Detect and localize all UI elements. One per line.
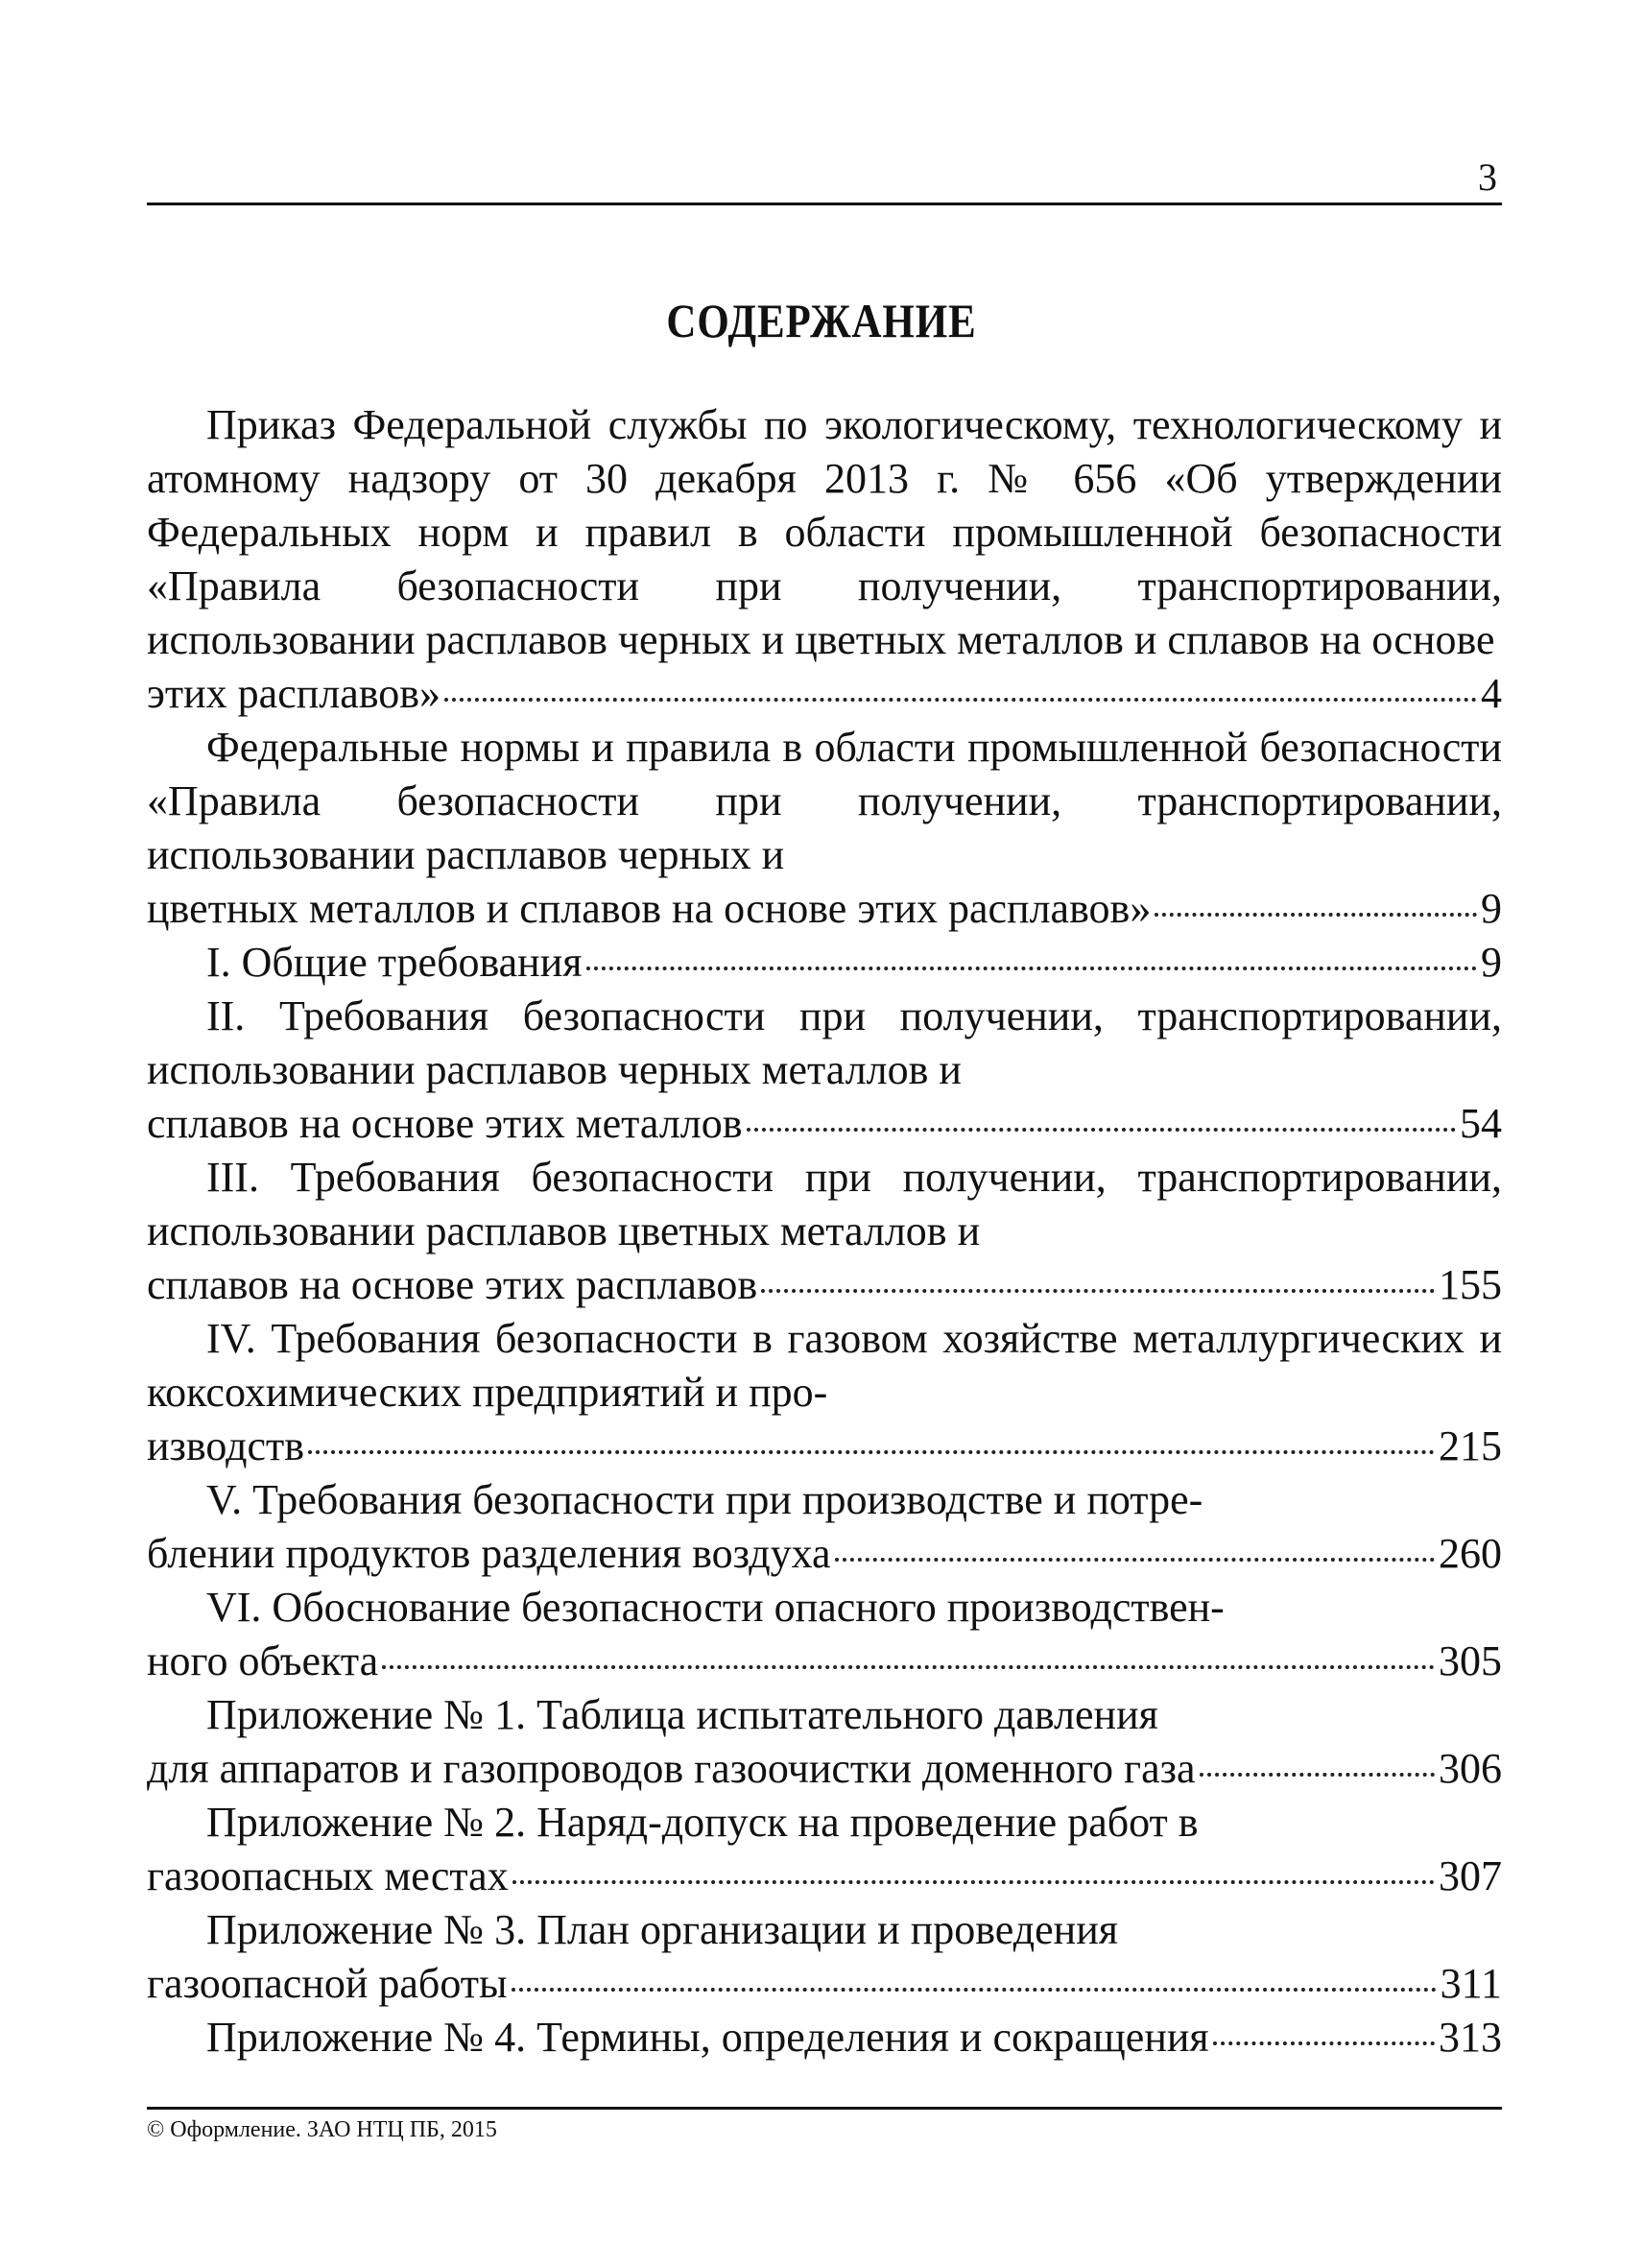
toc-entry-section-6[interactable] [147, 1581, 1502, 1688]
table-of-contents [147, 398, 1502, 2065]
page-number: 3 [1478, 155, 1497, 199]
dot-leader [586, 967, 1477, 970]
toc-entry-text: II. Требования безопасности при получении, транспортировании, использовании расплавов черных металлов и [147, 992, 1502, 1093]
toc-entry-text: IV. Требования безопасности в газовом хозяйстве металлургических и коксохимических предприятий и про- [147, 1315, 1502, 1416]
toc-entry-page: 306 [1439, 1745, 1502, 1792]
toc-entry-last-line: изводств [147, 1422, 305, 1469]
toc-entry-appendix-3[interactable] [147, 1903, 1502, 2011]
dot-leader [761, 1289, 1435, 1293]
dot-leader [1200, 1773, 1435, 1777]
toc-entry-last-line: блении продуктов разделения воздуха [147, 1530, 831, 1577]
footer-rule [147, 2107, 1502, 2110]
toc-entry-appendix-1[interactable] [147, 1688, 1502, 1796]
toc-entry-page: 305 [1439, 1637, 1502, 1684]
page-title: СОДЕРЖАНИЕ [666, 294, 977, 347]
toc-entry-federal-norms[interactable] [147, 721, 1502, 936]
toc-entry-last-line: сплавов на основе этих металлов [147, 1100, 743, 1147]
dot-leader [512, 1880, 1435, 1884]
header-rule [147, 203, 1502, 205]
toc-entry-page: 54 [1460, 1100, 1502, 1147]
toc-entry-last-line: ного объекта [147, 1637, 379, 1684]
toc-entry-section-4[interactable] [147, 1312, 1502, 1473]
toc-entry-text: V. Требования безопасности при производстве и потре- [206, 1476, 1203, 1523]
toc-entry-page: 215 [1439, 1422, 1502, 1469]
toc-entry-section-1[interactable] [147, 936, 1502, 990]
toc-entry-text: Приказ Федеральной службы по экологическому, технологическому и атомному надзору от 30 декабря 2013 г. № 656 «Об утверждении Федеральных норм и правил в области промышленной безопасности «Правила безопасности при получении, транспортировании, использовании расплавов черных и цветных металлов и сплавов на основе [147, 401, 1502, 663]
toc-entry-text: III. Требования безопасности при получении, транспортировании, использовании расплавов цветных металлов и [147, 1154, 1502, 1254]
toc-entry-text: Приложение № 3. План организации и проведения [206, 1906, 1118, 1953]
toc-entry-last-line: этих расплавов» [147, 670, 441, 717]
toc-entry-text: Приложение № 2. Наряд-допуск на проведение работ в [206, 1799, 1199, 1846]
toc-entry-last-line: сплавов на основе этих расплавов [147, 1261, 758, 1308]
toc-entry-page: 311 [1440, 1960, 1502, 2007]
copyright-footer: © Оформление. ЗАО НТЦ ПБ, 2015 [147, 2117, 497, 2142]
toc-entry-last-line: газоопасной работы [147, 1960, 508, 2007]
toc-entry-last-line: цветных металлов и сплавов на основе этих расплавов» [147, 885, 1152, 932]
dot-leader [382, 1665, 1435, 1669]
toc-entry-page: 155 [1439, 1261, 1502, 1308]
toc-entry-text: Федеральные нормы и правила в области промышленной безопасности «Правила безопасности при получении, транспортировании, использовании расплавов черных и [147, 724, 1502, 878]
toc-entry-last-line: для аппаратов и газопроводов газоочистки доменного газа [147, 1745, 1196, 1792]
toc-entry-order[interactable] [147, 398, 1502, 721]
dot-leader [835, 1558, 1435, 1562]
dot-leader [308, 1450, 1435, 1454]
dot-leader [747, 1128, 1456, 1132]
toc-entry-page: 260 [1439, 1530, 1502, 1577]
toc-entry-text: Приложение № 1. Таблица испытательного давления [206, 1691, 1158, 1738]
toc-entry-page: 307 [1439, 1852, 1502, 1899]
toc-entry-last-line: газоопасных местах [147, 1852, 509, 1899]
toc-entry-section-5[interactable] [147, 1473, 1502, 1581]
dot-leader [512, 1988, 1437, 1992]
toc-entry-appendix-2[interactable] [147, 1796, 1502, 1903]
toc-entry-last-line: Приложение № 4. Термины, определения и сокращения [206, 2014, 1209, 2061]
toc-entry-page: 4 [1481, 670, 1502, 717]
dot-leader [1155, 913, 1477, 917]
toc-entry-section-2[interactable] [147, 990, 1502, 1151]
dot-leader [1213, 2041, 1435, 2045]
toc-entry-page: 9 [1481, 885, 1502, 932]
toc-entry-last-line: I. Общие требования [206, 939, 583, 986]
dot-leader [444, 698, 1477, 702]
toc-entry-appendix-4[interactable] [147, 2011, 1502, 2065]
toc-entry-page: 313 [1439, 2014, 1502, 2061]
toc-entry-page: 9 [1481, 939, 1502, 986]
toc-entry-text: VI. Обоснование безопасности опасного производствен- [206, 1584, 1225, 1631]
toc-entry-section-3[interactable] [147, 1151, 1502, 1312]
